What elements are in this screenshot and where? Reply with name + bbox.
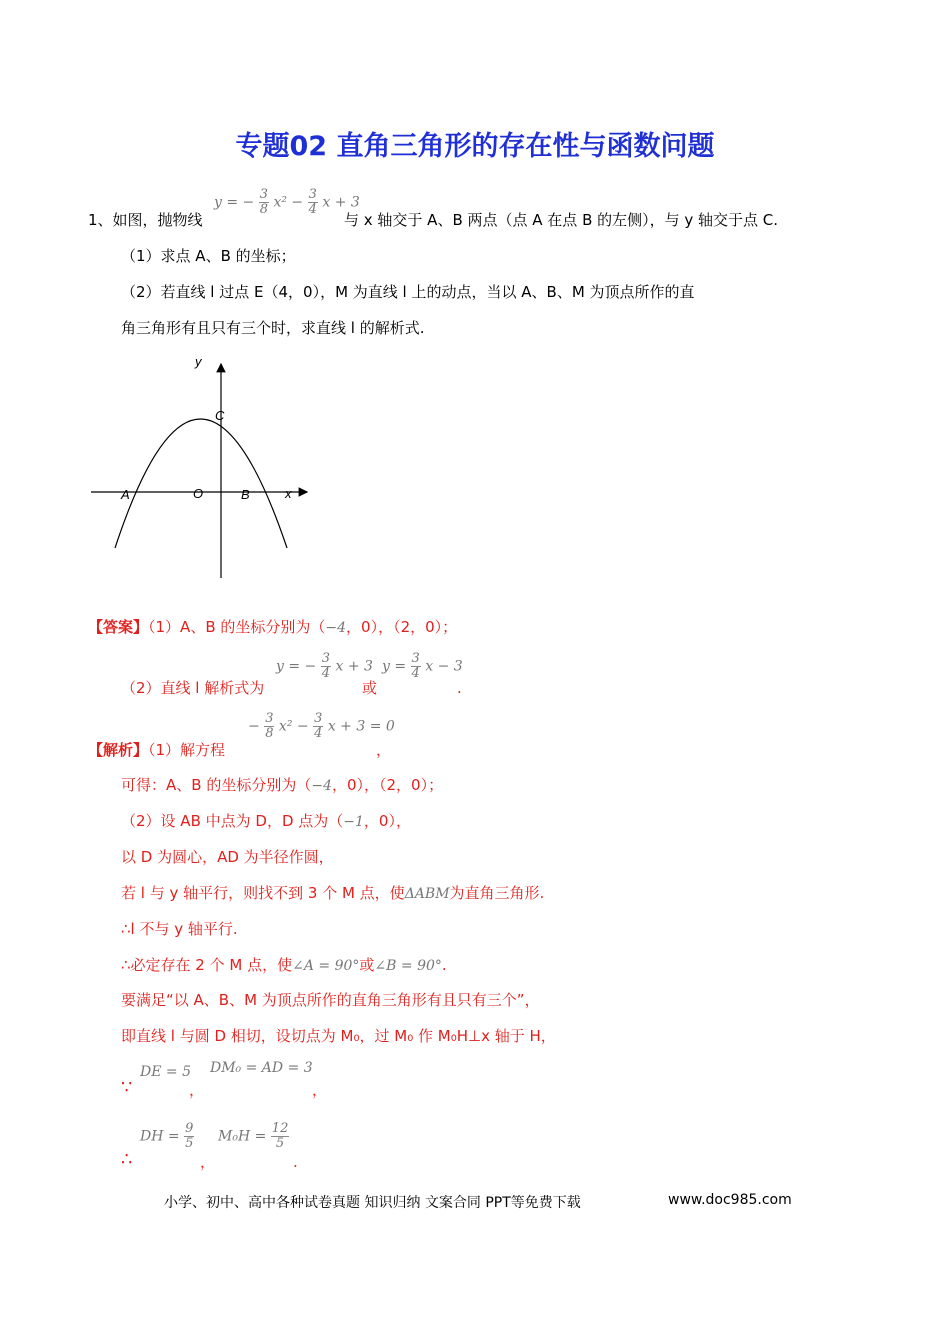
analysis-line11-sep: ，: [200, 1153, 216, 1171]
analysis-line3: （2）设 AB 中点为 D，D 点为（−1，0），: [121, 812, 411, 830]
answer-end: .: [457, 679, 462, 697]
analysis-label: 【解析】: [88, 741, 149, 759]
answer-line1: 【答案】（1）A、B 的坐标分别为（−4，0），（2，0）；: [88, 618, 458, 636]
analysis-line1: 【解析】（1）解方程: [88, 741, 226, 759]
question-number: 1、如图，抛物线: [88, 211, 203, 229]
analysis-de: DE = 5: [140, 1064, 191, 1080]
footer-link[interactable]: www.doc985.com: [668, 1192, 792, 1208]
answer-eq2: y = $\frac{3}{4}$ x − 3: [382, 651, 463, 681]
analysis-line7: ∴必定存在 2 个 M 点，使∠A = 90°或∠B = 90°.: [121, 956, 447, 974]
answer-label: 【答案】: [88, 618, 149, 636]
label-o: O: [193, 486, 204, 501]
analysis-line2: 可得：A、B 的坐标分别为（−4，0），（2，0）；: [121, 776, 444, 794]
analysis-line9: 即直线 l 与圆 D 相切，设切点为 M₀，过 M₀ 作 M₀H⊥x 轴于 H，: [121, 1027, 556, 1045]
parabola-curve: [115, 419, 287, 548]
question-part2-line1: （2）若直线 l 过点 E（4，0），M 为直线 l 上的动点，当以 A、B、M 为顶点所作的直: [121, 283, 695, 301]
analysis-equation: − $\frac{3}{8}$ x² − $\frac{3}{4}$ x + 3 = 0: [248, 711, 395, 741]
analysis-line8: 要满足“以 A、B、M 为顶点所作的直角三角形有且只有三个”，: [121, 991, 540, 1009]
because-symbol: ∵: [121, 1077, 133, 1098]
analysis-line5: 若 l 与 y 轴平行，则找不到 3 个 M 点，使ΔABM为直角三角形.: [121, 884, 545, 902]
label-a: A: [121, 487, 130, 502]
therefore-symbol: ∴: [121, 1149, 133, 1170]
question-part1: （1）求点 A、B 的坐标；: [121, 247, 296, 265]
label-b: B: [241, 487, 250, 502]
footer-text: 小学、初中、高中各种试卷真题 知识归纳 文案合同 PPT等免费下载: [164, 1195, 581, 1211]
answer-eq1: y = − $\frac{3}{4}$ x + 3: [276, 651, 373, 681]
analysis-line10-end: ，: [312, 1081, 328, 1099]
analysis-line11-end: .: [293, 1153, 298, 1171]
answer-line2-label: （2）直线 l 解析式为: [121, 679, 265, 697]
page-title: 专题02 直角三角形的存在性与函数问题: [235, 131, 715, 162]
question-part2-line2: 角三角形有且只有三个时，求直线 l 的解析式.: [121, 319, 425, 337]
analysis-line4: 以 D 为圆心，AD 为半径作圆，: [121, 848, 334, 866]
label-c: C: [215, 408, 225, 423]
question-intro: [88, 210, 203, 230]
analysis-line1-end: ，: [376, 741, 392, 759]
label-y: y: [195, 354, 202, 369]
analysis-dm0: DM₀ = AD = 3: [210, 1060, 313, 1076]
analysis-m0h: M₀H = $\frac{12}{5}$: [218, 1121, 289, 1151]
parabola-equation: y = − $\frac{3}{8}$ x² − $\frac{3}{4}$ x + 3: [214, 187, 360, 217]
label-x: x: [285, 486, 292, 501]
analysis-dh: DH = $\frac{9}{5}$: [140, 1121, 194, 1151]
analysis-line6: ∴l 不与 y 轴平行.: [121, 920, 238, 938]
parabola-figure: [85, 350, 325, 582]
analysis-line10-sep: ，: [189, 1081, 205, 1099]
answer-or: 或: [362, 679, 378, 697]
question-intro-rest: 与 x 轴交于 A、B 两点（点 A 在点 B 的左侧），与 y 轴交于点 C.: [344, 211, 779, 229]
